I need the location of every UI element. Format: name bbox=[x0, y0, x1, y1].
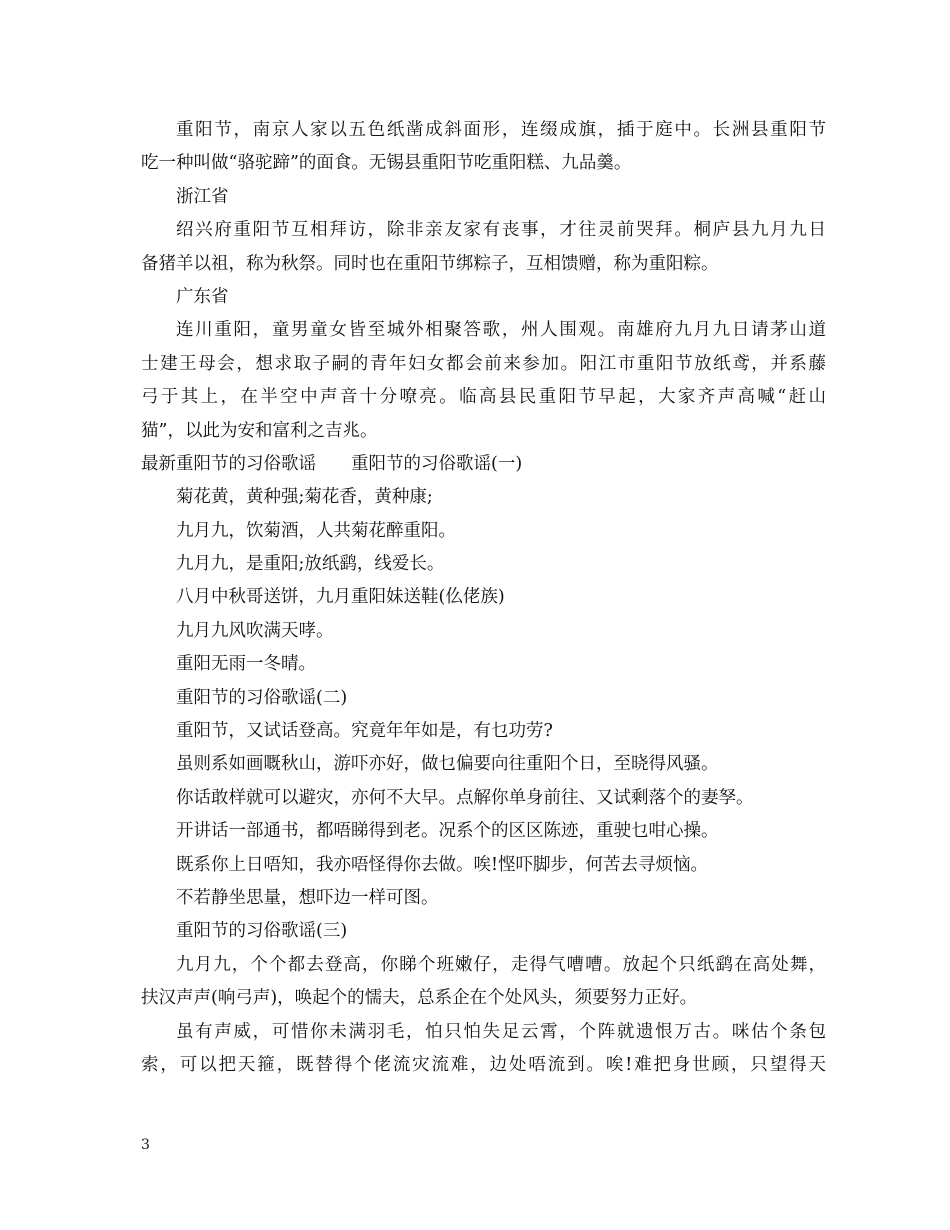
text-line: 重阳节的习俗歌谣(二) bbox=[176, 687, 348, 708]
text-line: 菊花黄，黄种强;菊花香，黄种康; bbox=[176, 487, 433, 508]
text-line: 虽则系如画嘅秋山，游吓亦好，做乜偏要向往重阳个日，至晓得风骚。 bbox=[176, 754, 719, 775]
text-line: 不若静坐思量，想吓边一样可图。 bbox=[176, 887, 439, 908]
text-line: 扶汉声声(响弓声)，唤起个的懦夫，总系企在个处风头，须要努力正好。 bbox=[141, 988, 698, 1009]
page-number: 3 bbox=[141, 1137, 150, 1153]
text-line: 九月九，个个都去登高，你睇个班嫩仔，走得气嘈嘈。放起个只纸鹞在高处舞， bbox=[176, 954, 826, 975]
text-line: 最新重阳节的习俗歌谣 重阳节的习俗歌谣(一) bbox=[141, 453, 523, 474]
text-line: 重阳节，又试话登高。究竟年年如是，有乜功劳? bbox=[176, 721, 553, 742]
text-line: 吃一种叫做“骆驼蹄”的面食。无锡县重阳节吃重阳糕、九品羹。 bbox=[141, 153, 632, 174]
text-line: 绍兴府重阳节互相拜访，除非亲友家有丧事，才往灵前哭拜。桐庐县九月九日 bbox=[176, 220, 826, 241]
document-body bbox=[141, 114, 826, 1082]
text-line: 重阳无雨一冬晴。 bbox=[176, 654, 316, 675]
text-line: 九月九，是重阳;放纸鹞，线爱长。 bbox=[176, 554, 445, 575]
text-line: 重阳节，南京人家以五色纸凿成斜面形，连缀成旗，插于庭中。长洲县重阳节 bbox=[176, 120, 826, 140]
text-line: 重阳节的习俗歌谣(三) bbox=[176, 921, 348, 942]
text-line: 浙江省 bbox=[176, 186, 229, 207]
text-line: 索，可以把天箍，既替得个佬流灾流难，边处唔流到。唉!难把身世顾，只望得天 bbox=[141, 1054, 826, 1075]
text-line: 猫”，以此为安和富利之吉兆。 bbox=[141, 420, 378, 441]
text-line: 连川重阳，童男童女皆至城外相聚答歌，州人围观。南雄府九月九日请茅山道 bbox=[176, 320, 826, 341]
text-line: 士建王母会，想求取子嗣的青年妇女都会前来参加。阳江市重阳节放纸鸢，并系藤 bbox=[141, 353, 826, 374]
text-line: 九月九，饮菊酒，人共菊花醉重阳。 bbox=[176, 520, 456, 541]
text-line: 广东省 bbox=[176, 286, 229, 307]
text-line: 备猪羊以祖，称为秋祭。同时也在重阳节绑粽子，互相馈赠，称为重阳粽。 bbox=[141, 253, 719, 274]
text-line: 开讲话一部通书，都唔睇得到老。况系个的区区陈迹，重驶乜咁心操。 bbox=[176, 821, 719, 842]
text-line: 虽有声威，可惜你未满羽毛，怕只怕失足云霄，个阵就遗恨万古。咪估个条包 bbox=[176, 1021, 826, 1042]
text-line: 既系你上日唔知，我亦唔怪得你去做。唉!悭吓脚步，何苦去寻烦恼。 bbox=[176, 854, 709, 875]
text-line: 弓于其上，在半空中声音十分嘹亮。临高县民重阳节早起，大家齐声高喊“赶山 bbox=[141, 387, 826, 408]
text-line: 八月中秋哥送饼，九月重阳妹送鞋(仫佬族) bbox=[176, 587, 505, 608]
text-line: 你话敢样就可以避灾，亦何不大早。点解你单身前往、又试剩落个的妻孥。 bbox=[176, 787, 754, 808]
text-line: 九月九风吹满天哮。 bbox=[176, 620, 334, 641]
